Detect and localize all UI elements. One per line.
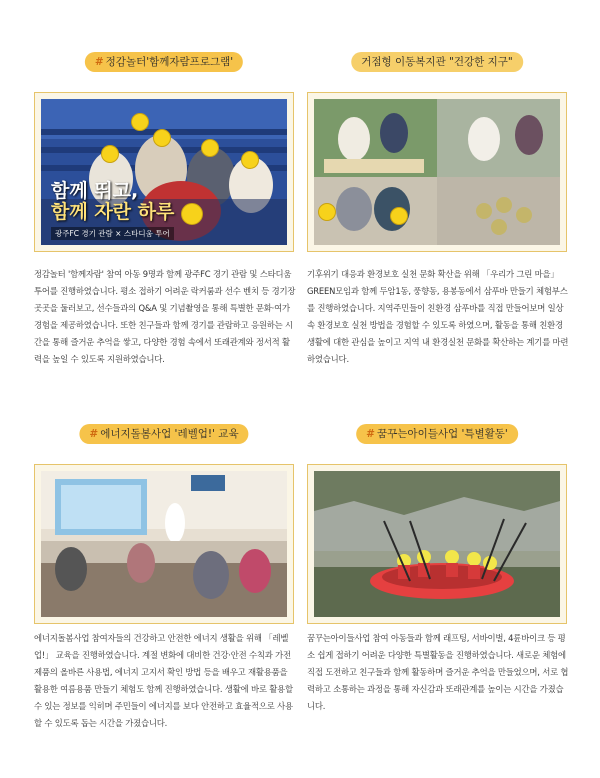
classroom-photo	[41, 471, 287, 617]
photo-frame	[34, 92, 294, 252]
hash-icon: #	[366, 428, 375, 440]
card-body	[34, 630, 296, 732]
photo-frame	[307, 464, 567, 624]
rafting-photo-art	[314, 471, 560, 617]
card-title: 꿈꾸는아이들사업 '특별활동'	[376, 428, 508, 440]
photo-frame	[307, 92, 567, 252]
photo-caption-line2: 함께 자란 하루	[51, 201, 175, 223]
photo-frame	[34, 464, 294, 624]
hash-icon: #	[94, 56, 104, 68]
card-title-pill	[79, 424, 248, 444]
face-cover-icon	[181, 203, 203, 225]
card-body-text: 정감놀터 '함께자람' 참여 아동 9명과 함께 광주FC 경기 관람 및 스타디움 투어를 진행하였습니다. 평소 접하기 어려운 락커룸과 선수 벤치 등 경기장 곳곳을 둘러보고, 선수들과의 Q&A 및 기념촬영을 통해 특별한 문화·여가 경험을 제공하였습니다. 또한 친구들과 함께 경기를 관람하고 응원하는 시간을 통해 즐거운 추억을 쌓고, 다양한 경험 속에서 또래관계와 정서적 활력을 높일 수 있도록 지원하였습니다.	[34, 269, 296, 364]
card-body	[307, 630, 569, 715]
hash-icon: #	[89, 428, 99, 440]
card-body-text: 기후위기 대응과 환경보호 실천 문화 확산을 위해 「우리가 그린 마을」 GREEN모임과 함께 두암1동, 풍향동, 용봉동에서 삼푸바 만들기 체험부스를 진행하였습니다. 지역주민들이 친환경 삼푸바를 직접 만들어보며 일상 속 환경보호 실천 방법을 경험할 수 있도록 하였으며, 활동을 통해 친환경 생활에 대한 관심을 높이고 지역 내 환경실천 문화를 확산하는 계기를 마련하였습니다.	[307, 269, 569, 364]
face-cover-icon	[390, 207, 408, 225]
photo-caption-title	[51, 181, 174, 223]
card-body-text: 꿈꾸는아이들사업 참여 아동들과 함께 래프팅, 서바이벌, 4륜바이크 등 평소 쉽게 접하기 어려운 다양한 특별활동을 진행하였습니다. 새로운 체험에 직접 도전하고 친구들과 함께 활동하며 즐거운 추억을 만들었으며, 서로 협력하고 소통하는 과정을 통해 자신감과 또래관계를 높이는 시간을 가졌습니다.	[307, 633, 569, 711]
card-body	[34, 266, 296, 368]
shampoo-bar-photo	[314, 99, 560, 245]
card-body-text: 에너지돌봄사업 참여자들의 건강하고 안전한 에너지 생활을 위해 「레벨업!」 교육을 진행하였습니다. 계절 변화에 대비한 건강·안전 수칙과 가전제품의 올바른 사용법, 에너지 고지서 확인 방법 등을 배우고 재활용품을 활용한 여름용품 만들기 체험도 함께 진행하였습니다. 생활에 바로 활용할 수 있는 정보를 익히며 주민들이 에너지를 보다 안전하고 효율적으로 사용할 수 있도록 돕는 시간을 가졌습니다.	[34, 633, 293, 728]
shampoo-bar-photo-art	[314, 99, 560, 245]
card-title: 거점형 이동복지관 "건강한 지구"	[361, 56, 513, 68]
photo-caption-line1: 함께 뛰고,	[51, 180, 139, 202]
classroom-photo-art	[41, 471, 287, 617]
card-mobile-welfare	[307, 52, 567, 392]
card-title: 정감놀터'함께자람프로그램'	[105, 56, 234, 68]
card-play-program	[34, 52, 294, 392]
card-special-activities	[307, 424, 567, 774]
rafting-photo	[314, 471, 560, 617]
face-cover-icon	[153, 129, 171, 147]
card-title-pill	[85, 52, 243, 72]
face-cover-icon	[241, 151, 259, 169]
photo-caption-small: 광주FC 경기 관람 × 스타디움 투어	[51, 227, 174, 240]
face-cover-icon	[201, 139, 219, 157]
card-title-pill	[351, 52, 523, 72]
face-cover-icon	[131, 113, 149, 131]
stadium-photo-art	[41, 99, 287, 245]
card-energy-care	[34, 424, 294, 774]
face-cover-icon	[101, 145, 119, 163]
stadium-photo	[41, 99, 287, 245]
face-cover-icon	[318, 203, 336, 221]
card-title: 에너지돌봄사업 '레벨업!' 교육	[100, 428, 239, 440]
card-title-pill	[356, 424, 518, 444]
card-body	[307, 266, 569, 368]
